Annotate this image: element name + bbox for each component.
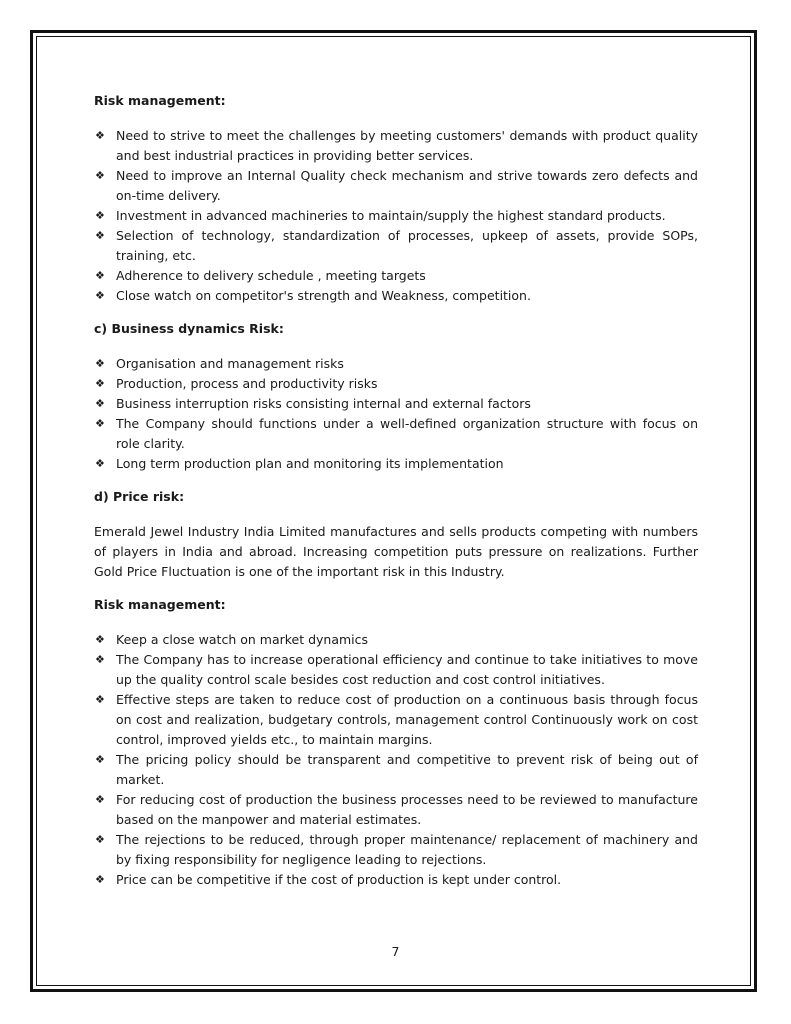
diamond-bullet-icon: ❖ bbox=[95, 653, 105, 666]
diamond-bullet-icon: ❖ bbox=[95, 289, 105, 302]
diamond-bullet-icon: ❖ bbox=[95, 209, 105, 222]
diamond-bullet-icon: ❖ bbox=[95, 417, 105, 430]
price-risk-paragraph: Emerald Jewel Industry India Limited manufactures and sells products competing with numbers of players in India and abroad. Increasing competition puts pressure on realizations. Further Gold Price Fluctuation is one of the important risk in this Industry. bbox=[94, 524, 698, 579]
list-item: ❖ The rejections to be reduced, through proper maintenance/ replacement of machinery and by fixing responsibility for negligence leading to rejections. bbox=[95, 832, 698, 867]
list-item: ❖ For reducing cost of production the business processes need to be reviewed to manufacture based on the manpower and material estimates. bbox=[95, 792, 698, 827]
page-content bbox=[94, 92, 698, 904]
list-item: ❖ Business interruption risks consisting internal and external factors bbox=[94, 394, 698, 414]
list-item: ❖ Selection of technology, standardization of processes, upkeep of assets, provide SOPs, training, etc. bbox=[95, 228, 698, 263]
risk-management-list-1 bbox=[94, 126, 698, 306]
diamond-bullet-icon: ❖ bbox=[95, 129, 105, 142]
list-item: ❖ Long term production plan and monitoring its implementation bbox=[94, 454, 698, 474]
list-item: ❖ Production, process and productivity risks bbox=[94, 374, 698, 394]
section-heading-risk-management-2: Risk management: bbox=[94, 597, 226, 612]
list-item: ❖ Close watch on competitor's strength and Weakness, competition. bbox=[94, 286, 698, 306]
diamond-bullet-icon: ❖ bbox=[95, 269, 105, 282]
diamond-bullet-icon: ❖ bbox=[95, 457, 105, 470]
list-item: ❖ The Company has to increase operational efficiency and continue to take initiatives to move up the quality control scale besides cost reduction and cost control initiatives. bbox=[95, 652, 698, 687]
diamond-bullet-icon: ❖ bbox=[95, 229, 105, 242]
diamond-bullet-icon: ❖ bbox=[95, 377, 105, 390]
diamond-bullet-icon: ❖ bbox=[95, 397, 105, 410]
list-item: ❖ Investment in advanced machineries to maintain/supply the highest standard products. bbox=[94, 206, 698, 226]
page-number: 7 bbox=[391, 944, 400, 959]
list-item: ❖ Need to strive to meet the challenges by meeting customers' demands with product quality and best industrial practices in providing better services. bbox=[95, 128, 698, 163]
section-heading-risk-management-1: Risk management: bbox=[94, 93, 226, 108]
section-heading-price-risk: d) Price risk: bbox=[94, 489, 185, 504]
list-item: ❖ Adherence to delivery schedule , meeting targets bbox=[94, 266, 698, 286]
list-item: ❖ Need to improve an Internal Quality check mechanism and strive towards zero defects and on-time delivery. bbox=[95, 168, 698, 203]
risk-management-list-2 bbox=[94, 630, 698, 890]
list-item: ❖ Organisation and management risks bbox=[94, 354, 698, 374]
diamond-bullet-icon: ❖ bbox=[95, 753, 105, 766]
diamond-bullet-icon: ❖ bbox=[95, 693, 105, 706]
diamond-bullet-icon: ❖ bbox=[95, 793, 105, 806]
list-item: ❖ Price can be competitive if the cost of production is kept under control. bbox=[94, 870, 698, 890]
list-item: ❖ The pricing policy should be transparent and competitive to prevent risk of being out of market. bbox=[95, 752, 698, 787]
diamond-bullet-icon: ❖ bbox=[95, 357, 105, 370]
list-item: ❖ The Company should functions under a well-defined organization structure with focus on role clarity. bbox=[95, 416, 698, 451]
list-item: ❖ Effective steps are taken to reduce cost of production on a continuous basis through focus on cost and realization, budgetary controls, management control Continuously work on cost control, improved yields etc., to maintain margins. bbox=[95, 692, 698, 747]
diamond-bullet-icon: ❖ bbox=[95, 633, 105, 646]
business-dynamics-list bbox=[94, 354, 698, 474]
diamond-bullet-icon: ❖ bbox=[95, 169, 105, 182]
diamond-bullet-icon: ❖ bbox=[95, 873, 105, 886]
section-heading-business-dynamics-risk: c) Business dynamics Risk: bbox=[94, 321, 284, 336]
diamond-bullet-icon: ❖ bbox=[95, 833, 105, 846]
list-item: ❖ Keep a close watch on market dynamics bbox=[94, 630, 698, 650]
